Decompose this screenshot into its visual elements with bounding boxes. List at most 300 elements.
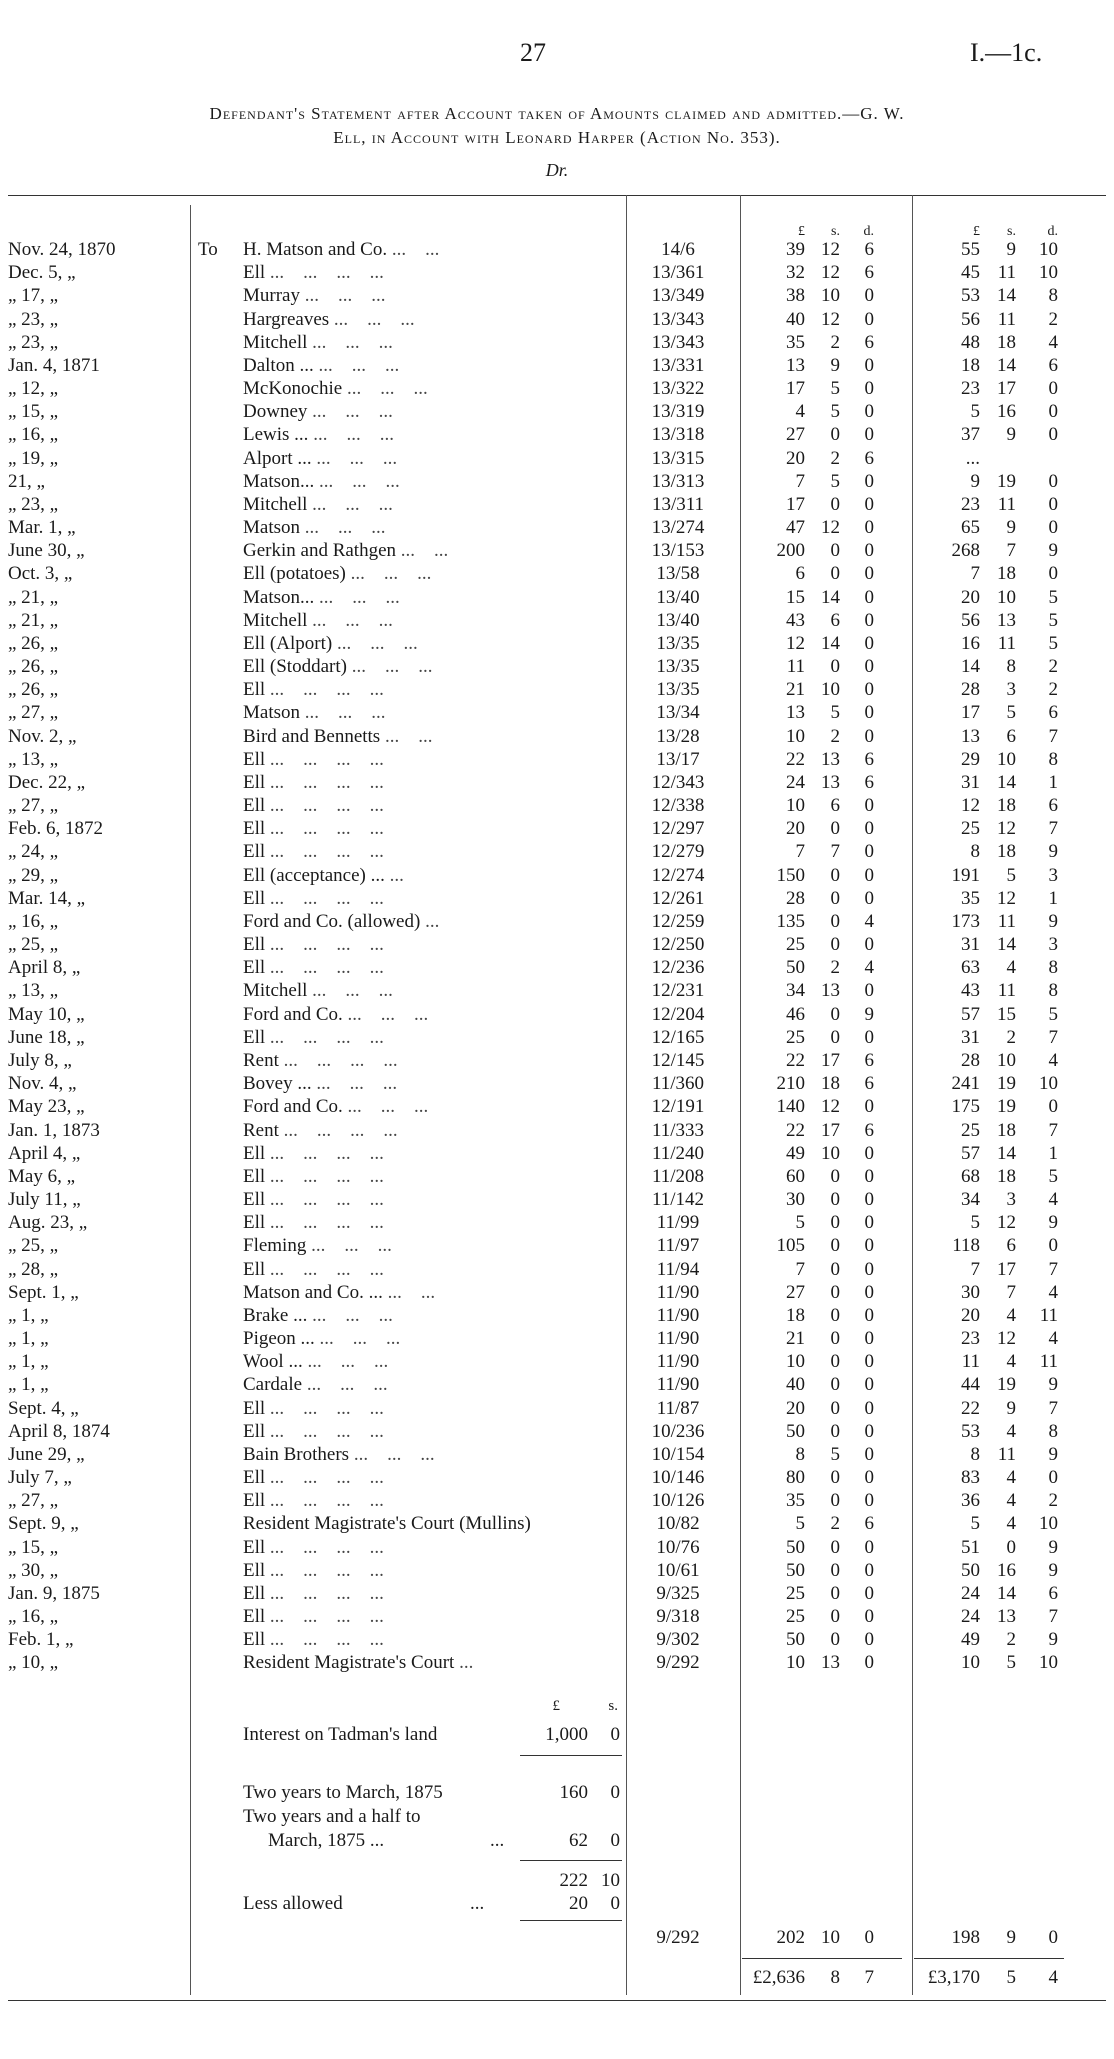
payee-name-text: Ell	[243, 841, 266, 863]
ledger-folio: 13/343	[651, 331, 705, 353]
entry-date: „ 26, „	[8, 679, 59, 701]
admitted-shillings: 18	[997, 331, 1016, 353]
admitted-shillings: 18	[997, 1119, 1016, 1141]
claimed-pence: 0	[864, 656, 874, 678]
table-row	[0, 794, 1114, 817]
leader-dots: ... ... ...	[306, 1374, 388, 1396]
table-row	[0, 1049, 1114, 1072]
ledger-folio: 10/82	[656, 1513, 700, 1535]
admitted-pence: 8	[1048, 1420, 1058, 1442]
claimed-pounds: 49	[786, 1142, 805, 1164]
interest-line-pounds: 62	[569, 1830, 588, 1851]
leader-dots: ... ... ... ...	[269, 771, 384, 793]
payee-name-text: Resident Magistrate's Court (Mullins)	[243, 1513, 531, 1535]
pounds-header: £	[973, 224, 980, 239]
leader-dots: ... ... ... ...	[269, 1142, 384, 1164]
admitted-pence: 9	[1048, 1629, 1058, 1651]
ledger-folio: 9/302	[656, 1629, 700, 1651]
leader-dots: ... ... ...	[304, 517, 386, 538]
claimed-pounds: 7	[795, 470, 805, 492]
ledger-folio: 13/315	[651, 447, 705, 469]
payee-name-text: Matson...	[243, 470, 315, 492]
claimed-pence: 0	[864, 1374, 874, 1396]
payee-name	[243, 400, 613, 423]
admitted-pence: 4	[1048, 1189, 1058, 1210]
admitted-pounds: 51	[961, 1536, 980, 1558]
admitted-pence: 9	[1048, 841, 1058, 863]
leader-dots: ...	[425, 910, 440, 932]
leader-dots: ... ... ... ...	[269, 1582, 384, 1604]
admitted-shillings: 9	[1006, 239, 1016, 260]
shillings-header: s.	[1007, 224, 1016, 239]
payee-name-text: Ell (Stoddart)	[243, 656, 347, 678]
admitted-pounds: 45	[961, 262, 980, 284]
admitted-pounds: 28	[961, 1050, 980, 1071]
table-row	[0, 771, 1114, 794]
claimed-shillings: 10	[821, 1927, 840, 1948]
admitted-pounds: 175	[951, 1096, 980, 1118]
admitted-pence: 9	[1048, 1374, 1058, 1396]
payee-name	[243, 470, 613, 493]
admitted-pounds: 53	[961, 1420, 980, 1442]
entry-date: Nov. 24, 1870	[8, 239, 116, 260]
claimed-pence: 0	[864, 493, 874, 515]
total-admitted-pence: 4	[1048, 1967, 1058, 1988]
table-row	[0, 1536, 1114, 1559]
ledger-folio: 11/99	[656, 1212, 700, 1234]
admitted-pounds: ...	[965, 447, 980, 469]
ledger-folio: 13/313	[651, 470, 705, 492]
table-row	[0, 1443, 1114, 1466]
payee-name	[243, 284, 613, 307]
admitted-pounds: 37	[961, 424, 980, 446]
leader-dots: ... ... ... ...	[269, 934, 384, 956]
claimed-shillings: 0	[830, 1397, 840, 1419]
table-row	[0, 887, 1114, 910]
admitted-pounds: 34	[961, 1189, 980, 1210]
claimed-shillings: 0	[830, 934, 840, 956]
claimed-pence: 0	[864, 934, 874, 956]
admitted-pounds: 5	[970, 1513, 980, 1535]
claimed-pence: 0	[864, 980, 874, 1002]
claimed-shillings: 17	[821, 1050, 840, 1071]
admitted-pence: 7	[1048, 1026, 1058, 1048]
ledger-folio: 11/94	[656, 1258, 700, 1280]
payee-name	[243, 1165, 613, 1188]
admitted-pence: 8	[1048, 748, 1058, 770]
admitted-pounds: 24	[961, 1606, 980, 1627]
claimed-shillings: 12	[821, 239, 840, 260]
interest-line-shillings: 0	[610, 1724, 620, 1745]
claimed-pounds: 4	[795, 401, 805, 423]
interest-rule	[520, 1755, 622, 1756]
leader-dots: ... ... ...	[351, 656, 433, 678]
claimed-pounds: 21	[786, 1328, 805, 1349]
payee-name-text: Ell (Alport)	[243, 632, 333, 654]
ledger-folio: 11/90	[656, 1281, 700, 1303]
admitted-shillings: 14	[997, 1142, 1016, 1164]
leader-dots: ... ... ...	[312, 609, 393, 631]
claimed-pence: 0	[864, 285, 874, 307]
table-row	[0, 377, 1114, 400]
admitted-pounds: 118	[952, 1235, 980, 1257]
entry-date: Sept. 1, „	[8, 1281, 79, 1303]
admitted-pounds: 50	[961, 1559, 980, 1581]
ledger-folio: 13/331	[651, 354, 705, 376]
payee-name-text: Ell	[243, 771, 266, 793]
claimed-pence: 6	[864, 748, 874, 770]
admitted-pence: 0	[1048, 1235, 1058, 1257]
payee-name	[243, 1512, 613, 1535]
entry-date: „ 15, „	[8, 1536, 59, 1558]
leader-dots: ... ... ... ...	[269, 818, 384, 840]
ledger-folio: 12/231	[651, 980, 705, 1002]
payee-name-text: Dalton ...	[243, 354, 314, 376]
leader-dots: ... ... ... ...	[269, 1490, 384, 1512]
admitted-shillings: 12	[997, 1212, 1016, 1234]
admitted-pence: 8	[1048, 980, 1058, 1002]
payee-name	[243, 632, 613, 655]
table-row	[0, 470, 1114, 493]
admitted-pounds: 17	[961, 702, 980, 724]
interest-rule	[520, 1860, 622, 1861]
claimed-pounds: 47	[786, 517, 805, 538]
ledger-folio: 13/34	[656, 702, 700, 724]
claimed-shillings: 0	[830, 1235, 840, 1257]
admitted-shillings: 19	[997, 1374, 1016, 1396]
claimed-pence: 6	[864, 1513, 874, 1535]
payee-name	[243, 771, 613, 794]
payee-name	[243, 331, 613, 354]
entry-date: Nov. 4, „	[8, 1073, 77, 1095]
claimed-pence: 6	[864, 239, 874, 260]
admitted-shillings: 10	[997, 1050, 1016, 1071]
interest-sum-shillings: 10	[601, 1870, 620, 1891]
ledger-folio: 13/58	[656, 563, 700, 585]
payee-name-text: Ell	[243, 262, 266, 284]
payee-name-text: Fleming	[243, 1235, 307, 1257]
admitted-pounds: 8	[970, 841, 980, 863]
claimed-shillings: 0	[830, 1629, 840, 1651]
table-row	[0, 1512, 1114, 1535]
claimed-shillings: 0	[830, 1212, 840, 1234]
payee-name	[243, 1258, 613, 1281]
ledger-folio: 13/35	[656, 632, 700, 654]
payee-name	[243, 1628, 613, 1651]
admitted-pence: 9	[1048, 910, 1058, 932]
claimed-shillings: 6	[830, 609, 840, 631]
claimed-pence: 0	[864, 1328, 874, 1349]
claimed-shillings: 14	[821, 586, 840, 608]
admitted-shillings: 12	[997, 818, 1016, 840]
admitted-pounds: 191	[951, 864, 980, 886]
admitted-pounds: 11	[961, 1351, 980, 1373]
admitted-shillings: 11	[997, 632, 1016, 654]
ledger-folio: 9/292	[656, 1652, 700, 1674]
admitted-shillings: 8	[1006, 656, 1016, 678]
claimed-pence: 0	[864, 1443, 874, 1465]
claimed-shillings: 13	[821, 771, 840, 793]
entry-date: Sept. 9, „	[8, 1513, 79, 1535]
payee-name-text: Ell	[243, 748, 266, 770]
less-allowed-label: Less allowed	[243, 1893, 343, 1914]
claimed-pence: 0	[864, 563, 874, 585]
admitted-shillings: 9	[1006, 517, 1016, 538]
admitted-pounds: 241	[951, 1073, 980, 1095]
admitted-pence: 8	[1048, 957, 1058, 979]
admitted-pence: 7	[1048, 1119, 1058, 1141]
claimed-pence: 0	[864, 887, 874, 909]
claimed-pence: 4	[864, 910, 874, 932]
claimed-shillings: 0	[830, 1165, 840, 1187]
entry-date: April 8, „	[8, 957, 81, 979]
admitted-pence: 9	[1048, 540, 1058, 562]
admitted-pence: 9	[1048, 1212, 1058, 1234]
claimed-pence: 0	[864, 586, 874, 608]
entry-date: „ 27, „	[8, 702, 59, 724]
ledger-folio: 13/40	[656, 586, 700, 608]
payee-name-text: Alport ...	[243, 447, 312, 469]
leader-dots: ... ... ...	[307, 1351, 389, 1373]
claimed-pounds: 10	[786, 795, 805, 817]
payee-name	[243, 1026, 613, 1049]
claimed-pence: 0	[864, 702, 874, 724]
entry-date: „ 17, „	[8, 285, 59, 307]
entry-date: Dec. 5, „	[8, 262, 76, 284]
claimed-pounds: 35	[786, 331, 805, 353]
payee-name-text: Ell	[243, 1165, 266, 1187]
entry-date: „ 29, „	[8, 864, 59, 886]
document-reference: I.—1c.	[970, 38, 1043, 67]
entry-date: „ 13, „	[8, 748, 59, 770]
table-row	[0, 840, 1114, 863]
ledger-folio: 12/338	[651, 795, 705, 817]
payee-name-text: Ford and Co.	[243, 1003, 343, 1025]
entry-date: „ 21, „	[8, 609, 59, 631]
claimed-pence: 0	[864, 401, 874, 423]
payee-name-text: Ell	[243, 1212, 266, 1234]
admitted-shillings: 12	[997, 887, 1016, 909]
admitted-shillings: 11	[997, 262, 1016, 284]
ledger-folio: 12/145	[651, 1050, 705, 1071]
claimed-pence: 0	[864, 354, 874, 376]
entry-date: „ 13, „	[8, 980, 59, 1002]
ledger-folio: 11/208	[651, 1165, 705, 1187]
payee-name	[243, 678, 613, 701]
table-row	[0, 1026, 1114, 1049]
leader-dots: ... ... ...	[347, 1003, 429, 1025]
entry-date: June 30, „	[8, 540, 85, 562]
admitted-pence: 4	[1048, 1050, 1058, 1071]
leader-dots: ... ... ... ...	[269, 679, 384, 701]
claimed-pence: 0	[864, 1536, 874, 1558]
claimed-shillings: 6	[830, 795, 840, 817]
ledger-folio: 13/40	[656, 609, 700, 631]
admitted-pounds: 43	[961, 980, 980, 1002]
claimed-shillings: 17	[821, 1119, 840, 1141]
shillings-header: s.	[831, 224, 840, 239]
admitted-pounds: 8	[970, 1443, 980, 1465]
claimed-pence: 0	[864, 1582, 874, 1604]
payee-name-text: Ell	[243, 818, 266, 840]
payee-name-text: Matson...	[243, 586, 315, 608]
leader-dots: ... ... ...	[312, 401, 393, 423]
entry-date: „ 16, „	[8, 424, 59, 446]
admitted-pounds: 16	[961, 632, 980, 654]
admitted-pounds: 63	[961, 957, 980, 979]
payee-name	[243, 864, 613, 887]
admitted-pence: 7	[1048, 1606, 1058, 1627]
admitted-shillings: 19	[997, 1073, 1016, 1095]
payee-name	[243, 1559, 613, 1582]
payee-name	[243, 1211, 613, 1234]
table-row	[0, 331, 1114, 354]
claimed-shillings: 18	[821, 1073, 840, 1095]
claimed-pounds: 20	[786, 818, 805, 840]
payee-name-text: Murray	[243, 285, 300, 307]
payee-name	[243, 1142, 613, 1165]
leader-dots: ... ... ... ...	[269, 1606, 384, 1627]
pounds-header: £	[798, 224, 805, 239]
claimed-shillings: 0	[830, 1189, 840, 1210]
claimed-shillings: 0	[830, 1026, 840, 1048]
admitted-shillings: 18	[997, 841, 1016, 863]
claimed-pounds: 27	[786, 1281, 805, 1303]
admitted-shillings: 7	[1006, 540, 1016, 562]
admitted-shillings: 2	[1006, 1026, 1016, 1048]
payee-name	[243, 1188, 613, 1211]
admitted-pence: 0	[1048, 424, 1058, 446]
entry-date: April 4, „	[8, 1142, 81, 1164]
payee-name	[243, 655, 613, 678]
claimed-shillings: 0	[830, 540, 840, 562]
claimed-shillings: 0	[830, 887, 840, 909]
leader-dots: ... ...	[387, 1281, 436, 1303]
payee-name	[243, 725, 613, 748]
claimed-pounds: 10	[786, 725, 805, 747]
admitted-pence: 0	[1048, 517, 1058, 538]
totals-row	[0, 1966, 1114, 1989]
entry-date: „ 23, „	[8, 308, 59, 330]
interest-line-shillings: 0	[610, 1830, 620, 1851]
claimed-pounds: 21	[786, 679, 805, 701]
ledger-folio: 11/90	[656, 1374, 700, 1396]
table-row	[0, 701, 1114, 724]
ledger-folio: 11/240	[651, 1142, 705, 1164]
admitted-pence: 7	[1048, 1258, 1058, 1280]
admitted-shillings: 5	[1006, 1652, 1016, 1674]
claimed-pence: 0	[864, 1142, 874, 1164]
payee-name	[243, 701, 613, 724]
ledger-folio: 13/28	[656, 725, 700, 747]
payee-name	[243, 423, 613, 446]
payee-name-text: Matson	[243, 517, 300, 538]
payee-name-text: Brake ...	[243, 1304, 308, 1326]
ledger-folio: 13/17	[656, 748, 700, 770]
leader-dots: ... ... ... ...	[269, 1420, 384, 1442]
table-bottom-rule	[8, 2000, 1106, 2001]
entry-date: Jan. 9, 1875	[8, 1582, 100, 1604]
entry-date: „ 27, „	[8, 1490, 59, 1512]
entry-date: „ 15, „	[8, 401, 59, 423]
claimed-shillings: 7	[830, 841, 840, 863]
payee-name	[243, 1420, 613, 1443]
admitted-pounds: 268	[951, 540, 980, 562]
claimed-shillings: 12	[821, 308, 840, 330]
claimed-pounds: 25	[786, 1606, 805, 1627]
ledger-folio: 11/360	[651, 1073, 705, 1095]
admitted-shillings: 10	[997, 748, 1016, 770]
payee-name	[243, 1234, 613, 1257]
entry-date: June 29, „	[8, 1443, 85, 1465]
admitted-shillings: 9	[1006, 1927, 1016, 1948]
payee-name	[243, 1095, 613, 1118]
pence-header: d.	[1047, 224, 1058, 239]
claimed-shillings: 9	[830, 354, 840, 376]
total-claimed-pounds: £2,636	[752, 1967, 805, 1988]
claimed-pounds: 25	[786, 1582, 805, 1604]
payee-name-text: Rent	[243, 1050, 279, 1071]
table-row	[0, 655, 1114, 678]
ledger-folio: 12/279	[651, 841, 705, 863]
payee-name-text: Ell	[243, 1559, 266, 1581]
claimed-pence: 0	[864, 1490, 874, 1512]
ledger-folio: 13/318	[651, 424, 705, 446]
ledger-folio: 10/236	[651, 1420, 705, 1442]
leader-dots: ... ... ... ...	[269, 795, 384, 817]
admitted-pounds: 20	[961, 586, 980, 608]
admitted-pence: 3	[1048, 864, 1058, 886]
admitted-pounds: 48	[961, 331, 980, 353]
payee-name-text: Ell	[243, 795, 266, 817]
admitted-shillings: 10	[997, 586, 1016, 608]
entry-date: „ 16, „	[8, 1606, 59, 1627]
claimed-shillings: 12	[821, 262, 840, 284]
claimed-pence: 6	[864, 1050, 874, 1071]
admitted-shillings: 4	[1006, 1304, 1016, 1326]
leader-dots: ... ... ...	[311, 1235, 392, 1257]
claimed-pence: 0	[864, 1652, 874, 1674]
admitted-pounds: 22	[961, 1397, 980, 1419]
ledger-folio: 9/292	[656, 1927, 700, 1948]
leader-dots: ... ... ... ...	[269, 957, 384, 979]
ledger-folio: 11/333	[651, 1119, 705, 1141]
payee-name-text: Ell	[243, 1420, 266, 1442]
payee-name-text: Ell	[243, 1606, 266, 1627]
payee-name-text: Hargreaves	[243, 308, 330, 330]
claimed-pence: 0	[864, 1629, 874, 1651]
claimed-pounds: 39	[786, 239, 805, 260]
leader-dots: ... ... ...	[347, 1096, 429, 1118]
table-row	[0, 586, 1114, 609]
admitted-pence: 0	[1048, 1467, 1058, 1488]
table-row	[0, 1142, 1114, 1165]
claimed-pounds: 50	[786, 957, 805, 979]
admitted-pounds: 53	[961, 285, 980, 307]
claimed-shillings: 2	[830, 725, 840, 747]
admitted-shillings: 0	[1006, 1536, 1016, 1558]
claimed-shillings: 13	[821, 748, 840, 770]
payee-name-text: Mitchell	[243, 609, 308, 631]
claimed-pence: 6	[864, 447, 874, 469]
admitted-pence: 11	[1039, 1351, 1058, 1373]
claimed-pounds: 15	[786, 586, 805, 608]
table-row	[0, 1304, 1114, 1327]
admitted-pounds: 12	[961, 795, 980, 817]
claimed-shillings: 0	[830, 1490, 840, 1512]
admitted-shillings: 13	[997, 1606, 1016, 1627]
payee-name-text: Ell	[243, 1397, 266, 1419]
